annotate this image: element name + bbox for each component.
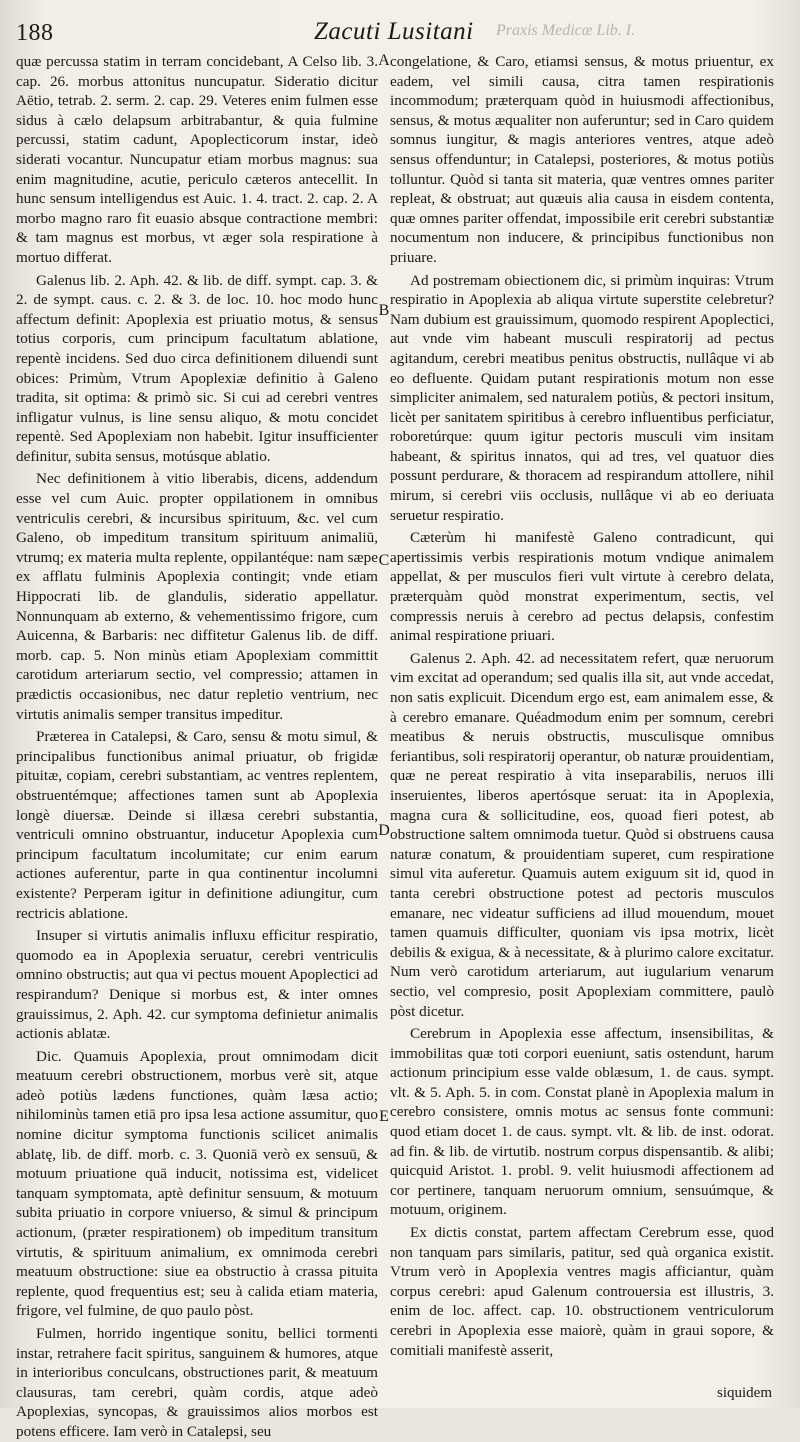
right-paragraph: Cæterùm hi manifestè Galeno contradicunt, qui apertissimis verbis respirationis motum vndique animalem appellat, & per musculos fieri vult virtute à cerebro delata, præterquàm quòd monstrat experimentum, sectis, vel compressis neruis à cerebro ad pectus delapsis, confestim animal respiratione priuari. — [390, 529, 774, 645]
page-header — [16, 18, 784, 52]
catchword: siquidem — [717, 1385, 772, 1401]
bleed-through-text: Praxis Medicæ Lib. I. — [496, 22, 636, 39]
left-paragraph: Galenus lib. 2. Aph. 42. & lib. de diff. sympt. cap. 3. & 2. de sympt. caus. c. 2. & 3. de loc. 10. hoc modo hunc affectum definit: Apoplexia est priuatio motus, & sensus totius corporis, cum principum facultatum ablatione, repentè incidens. Sed duo circa definitionem diluendi sunt obices: Primùm, Vtrum Apoplexiæ definitio à Galeno tradita, sit optima: & primò sic. Si cui ad cerebri ventres infligatur vulnus, is line sensu aliquo, & motu concidet repentè. Sed Apoplexiam non habebit. Igitur insufficienter definitur, subita sensus, motúsque ablatio. — [16, 271, 378, 465]
left-paragraph: Dic. Quamuis Apoplexia, prout omnimodam dicit meatuum cerebri obstructionem, morbus verè sit, atque adeò potiùs lædens functiones, quàm læsa actio; nihilominùs tamen etiā pro ipsa lesa actione assumitur, quo nomine dicitur symptoma functionis scilicet animalis ablatę, lib. de diff. morb. c. 3. Quoniā verò ex sensuū, & motuum priuatione quā inducit, notissima est, videlicet tanquam symptomata, aptè definitur sensuum, & motuum subita priuatio in corpore vniuerso, & simul & principum actionum, (præter respirationem) ob impeditum transitum virtutis, & spirituum animalium, ex omnimoda cerebri meatuum obstructione: siue ea obstructio à crassa pituita replente, quod frequentius est; seu à calida etiam materia, frigore, vel fulmine, de quo paulo pòst. — [16, 1047, 378, 1320]
page-number: 188 — [16, 20, 54, 46]
right-column — [390, 52, 774, 1390]
left-paragraph: Fulmen, horrido ingentique sonitu, bellici tormenti instar, retrahere facit spiritus, sanguinem & humores, atque in interioribus conculcans, obstructiones parit, & meatuum clausuras, tam cerebri, quàm cordis, atque adeò Apoplexias, syncopas, & grauissimos alios morbos est potens efficere. Iam verò in Catalepsi, seu — [16, 1325, 378, 1440]
margin-marker-b: B — [378, 302, 390, 319]
right-paragraph: Galenus 2. Aph. 42. ad necessitatem refert, quæ neruorum vim excitat ad operandum; sed qualis illa sit, aut vnde accedat, non satis explicuit. Dicendum ergo est, eam animalem esse, & à cerebro emanare. Quéadmodum enim per somnum, cerebri meatibus & neruis obstructis, musculisque omnibus feriantibus, soli respiratorij operantur, ob naturæ prouidentiam, quæ ne pereat respiratio à vita inseparabilis, neruos illi inseruientes, liberos apertósque seruat: ita in Apoplexia, magna cura & sollicitudine, eos, quoad fieri potest, ab obstructione saltem omnimoda tuetur. Quòd si obstruens causa naturæ conatum, & prouidentiam superet, cum respiratione simul vita auferetur. Quamuis autem exiguum sit id, quod in tanta cerebri obstructione potest ad pectoris musculos emanare, nec videatur sufficiens ad illud mouendum, mouet tamen quamuis difficulter, quoniam vis ipsa motrix, licèt debilis & exigua, & à necessitate, & à plurimo calore excitatur. Num verò carotidum arteriarum, aut iugularium venarum sectio, vel compresio, posit Apoplexiam committere, paulò pòst dicetur. — [390, 649, 774, 1020]
left-paragraph: Insuper si virtutis animalis influxu efficitur respiratio, quomodo ea in Apoplexia seruatur, cerebri ventriculis omnino obstructis; aut qua vi pectus mouent Apoplectici ad respirandum? Denique si morbus est, & inter omnes grauissimus, 2. Aph. 42. cur symptoma definietur animalis actionis ablatæ. — [16, 927, 378, 1043]
margin-marker-e: E — [379, 1108, 389, 1125]
margin-marker-a: A — [378, 52, 390, 69]
right-paragraph: Ad postremam obiectionem dic, si primùm inquiras: Vtrum respiratio in Apoplexia ab aliqua virtute superstite celebretur? Nam dubium est grauissimum, quomodo respirent Apoplectici, aut vnde vim habeant musculi respiratorij ad pectus agitandum, cerebri meatibus penitus obstructis, nullâque vi ab eo defluente. Quidam putant respirationis motum non esse simpliciter animalem, sed naturalem potiùs, & pectori insitum, licèt per sanitatem spiritibus à cerebro influentibus perficiatur, roboretúrque: quum igitur pectoris musculi vim insitam habeant, & spiritus innatos, qui ad tres, vel quatuor dies possunt perdurare, & thoracem ad respirandum attollere, nihil mirum, si cerebri viis occlusis, nullâque vi ab eo deriuata seruetur respiratio. — [390, 271, 774, 524]
margin-marker-c: C — [378, 552, 390, 569]
right-paragraph: congelatione, & Caro, etiamsi sensus, & motus priuentur, ex eadem, vel simili causa, citra tamen respirationis incommodum; præterquam quòd in huiusmodi affectionibus, sensus, & motus æqualiter non auferuntur; sed in Caro quidem somnus iungitur, & magis anteriores ventres, atque adeò sensus offenduntur; in Catalepsi, posteriores, & motus potiùs tolluntur. Quòd si tanta sit materia, quæ ventres omnes pariter repleat, & obstruat; aut quæuis alia causa in eisdem contenta, quæ omnes pariter offendat, impossibile erit cerebri substantiæ nocumentum non inducere, & principibus functionibus non priuare. — [390, 53, 774, 266]
left-paragraph: quæ percussa statim in terram concidebant, A Celso lib. 3. cap. 26. morbus attonitus nuncupatur. Sideratio dicitur Aëtio, tetrab. 2. serm. 2. cap. 29. Veteres enim fulmen esse sidus à cælo delapsum arbitrabantur, & quia fulmine percussi, statim cadunt, Apoplecticorum instar, ideò siderati vocantur. Nuncupatur etiam morbus magnus: sua enim magnitudine, acutie, periculo cæteros antecellit. In hunc sensum intelligendus est Auic. 1. 4. tract. 2. cap. 2. A morbo magno raro fit euasio absque contractione membri: & tam magnus est morbus, vt æger sola respiratione à mortuo differat. — [16, 53, 378, 266]
running-title: Zacuti Lusitani — [314, 18, 474, 45]
right-paragraph: Cerebrum in Apoplexia esse affectum, insensibilitas, & immobilitas quæ toti corpori eueniunt, satis ostendunt, harum actionum principium esse valde oblæsum, 1. de caus. sympt. vlt. & 5. Aph. 5. in com. Constat planè in Apoplexia malum in cerebro consistere, omnis motus ac sensus fonte communi: quod etiam docet 1. de caus. sympt. vlt. & lib. de inst. odorat. ad fin. & lib. de virtutib. nostrum corpus dispensantib. & alibi; quicquid Aristot. 1. probl. 9. velit huiusmodi affectionem ad cor pertinere, tanquam neruorum omnium, sensuúmque, & motuum, originem. — [390, 1025, 774, 1219]
left-paragraph: Nec definitionem à vitio liberabis, dicens, addendum esse vel cum Auic. propter oppilationem in omnibus ventriculis cerebri, & incursibus spirituum, &c. vel cum Galeno, ob impeditum transitum spirituum animaliū, vtrumq; ex materia multa replente, oppilantéque: nam sæpe ex afflatu fulminis Apoplexia contingit; vnde etiam Hippocrati lib. de glandulis, sideratio appellatur. Nonnunquam ab externo, & vehementissimo frigore, cum Auicenna, & Barbaris: nec diffitetur Galenus lib. de diff. morb. cap. 5. Non minùs etiam Apoplexiam committit carotidum arteriarum sectio, vel compressio; attamen in prædictis occasionibus, nec datur repletio ventrium, nec virtutis animalis semper transitus impeditur. — [16, 470, 378, 723]
left-paragraph: Præterea in Catalepsi, & Caro, sensu & motu simul, & principalibus functionibus animal priuatur, ob frigidæ pituitæ, copiam, cerebri substantiam, ac ventres replentem, obstruentémque; affectiones tamen sunt ab Apoplexia longè diuersæ. Deinde si illæsa cerebri substantia, ventriculi omnino obstruantur, inducetur Apoplexia cum principum facultatum incolumitate; cur enim earum actiones auferentur, parte in qua continentur incolumni existente? Perperam igitur in definitione adiungitur, cum rectricis ablatione. — [16, 728, 378, 922]
margin-marker-d: D — [378, 822, 390, 839]
left-column — [16, 52, 378, 1440]
right-paragraph: Ex dictis constat, partem affectam Cerebrum esse, quod non tanquam pars similaris, patitur, sed quà organica existit. Vtrum verò in Apoplexia ventres magis afficiantur, quàm corpus cerebri: apud Galenum controuersia est illustris, 3. enim de loc. affect. cap. 10. obstructionem ventriculorum cerebri in Apoplexia esse maiorè, quàm in graui sopore, & comitiali manifestè asserit, — [390, 1224, 774, 1359]
